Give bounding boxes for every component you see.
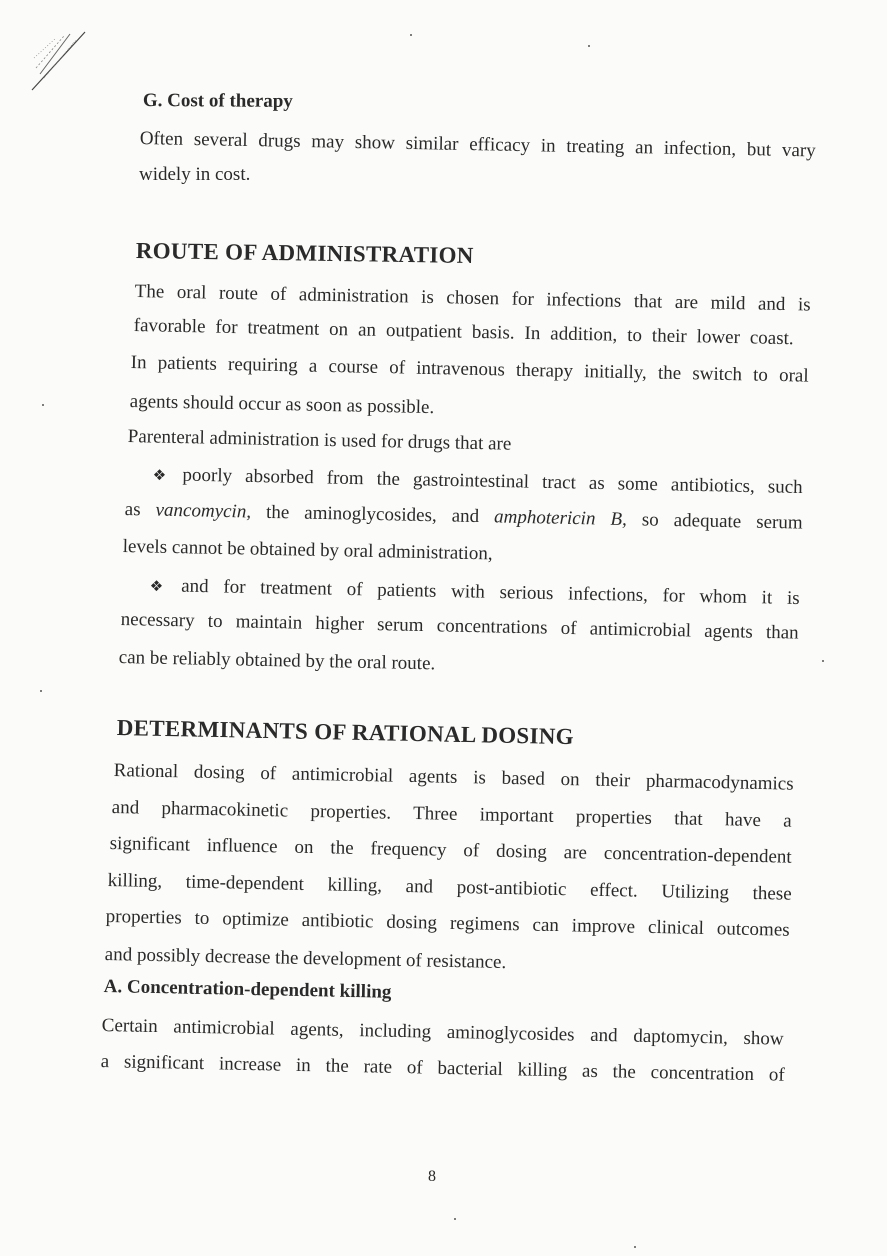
dosing-line-5: properties to optimize antibiotic dosing regimens can improve clinical outcomes	[105, 905, 790, 941]
page-number: 8	[428, 1168, 436, 1185]
route-line-1: The oral route of administration is chosen for infections that are mild and is	[134, 280, 811, 316]
bullet1-line-3: levels cannot be obtained by oral administration,	[122, 535, 493, 565]
bullet1-line-1	[152, 463, 802, 501]
route-line-2: favorable for treatment on an outpatient basis. In addition, to their lower coast.	[133, 314, 794, 350]
scan-speck	[42, 404, 44, 406]
bullet1-line-2-text-b: the aminoglycosides, and	[250, 501, 495, 528]
dosing-line-1: Rational dosing of antimicrobial agents is based on their pharmacodynamics	[113, 759, 794, 795]
scan-speck	[822, 660, 824, 662]
route-line-5: Parenteral administration is used for drugs that are	[127, 425, 512, 455]
dosing-line-4: killing, time-dependent killing, and post-antibiotic effect. Utilizing these	[107, 869, 792, 905]
diamond-bullet-icon: ❖	[149, 578, 174, 596]
scan-speck	[40, 690, 42, 692]
scan-speck	[634, 1246, 636, 1248]
route-of-administration-heading: ROUTE OF ADMINISTRATION	[135, 238, 474, 269]
route-line-3: In patients requiring a course of intravenous therapy initially, the switch to oral	[130, 351, 809, 387]
rational-dosing-heading: DETERMINANTS OF RATIONAL DOSING	[116, 715, 575, 750]
bullet1-line-2-text-c: so adequate serum	[626, 509, 803, 534]
scan-speck	[588, 45, 590, 47]
diamond-bullet-icon: ❖	[152, 467, 175, 485]
bullet2-line-3: can be reliably obtained by the oral route.	[118, 646, 436, 675]
dosing-line-6: and possibly decrease the development of resistance.	[104, 943, 507, 974]
dosing-line-3: significant influence on the frequency of dosing are concentration-dependent	[109, 832, 792, 868]
concentration-line-2: a significant increase in the rate of bacterial killing as the concentration of	[100, 1050, 785, 1086]
bullet2-line-2: necessary to maintain higher serum concentrations of antimicrobial agents than	[120, 608, 799, 644]
bullet1-line-2-text-a: as	[124, 498, 156, 521]
scan-speck	[454, 1218, 456, 1220]
drug-vancomycin: vancomycin,	[155, 499, 252, 523]
bullet2-line-1-text: and for treatment of patients with serious infections, for whom it is	[180, 575, 800, 610]
bullet1-line-1-text: poorly absorbed from the gastrointestinal tract as some antibiotics, such	[182, 464, 803, 499]
dosing-line-2: and pharmacokinetic properties. Three important properties that have a	[111, 796, 792, 832]
cost-line-2: widely in cost.	[139, 164, 251, 185]
cost-of-therapy-heading: G. Cost of therapy	[142, 90, 293, 112]
cost-line-1: Often several drugs may show similar efficacy in treating an infection, but vary	[139, 127, 816, 162]
route-line-4: agents should occur as soon as possible.	[129, 390, 435, 419]
concentration-dependent-killing-heading: A. Concentration-dependent killing	[103, 976, 392, 1003]
scan-speck	[410, 34, 412, 36]
bullet2-line-1	[149, 574, 799, 612]
bullet1-line-2	[125, 498, 803, 536]
scan-corner-mark	[30, 28, 100, 98]
drug-amphotericin-b: amphotericin B,	[493, 506, 628, 531]
concentration-line-1: Certain antimicrobial agents, including aminoglycosides and daptomycin, show	[101, 1014, 784, 1050]
